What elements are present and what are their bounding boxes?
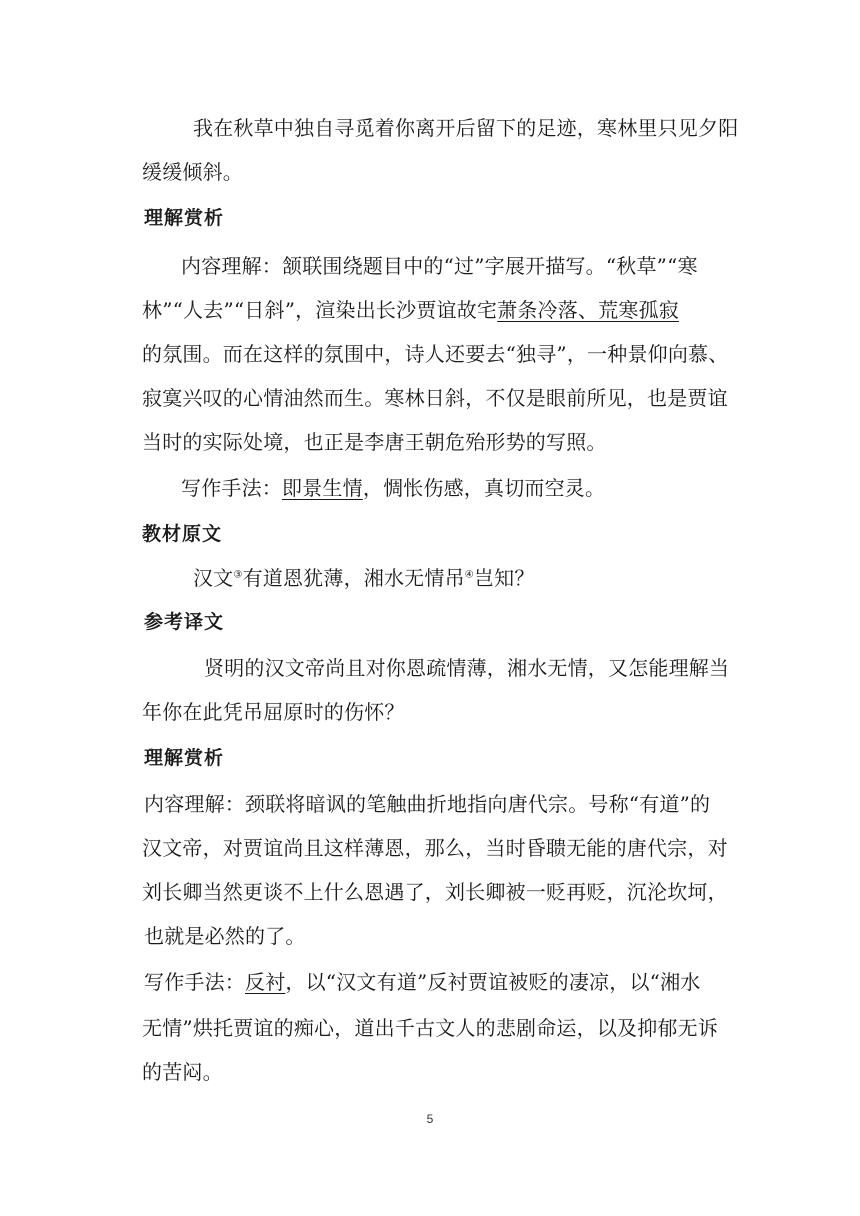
paragraph-line: 也就是必然的了。 [144,924,306,948]
paragraph-line: 无情”烘托贾谊的痴心，道出千古文人的悲剧命运，以及抑郁无诉 [142,1016,719,1040]
paragraph-line: 的氛围。而在这样的氛围中，诗人还要去“独寻”，一种景仰向慕、 [142,342,729,366]
footnote-marker: ④ [464,569,474,581]
underlined-phrase: 反衬 [245,970,286,994]
paragraph-line [181,476,605,500]
paragraph-line: 我在秋草中独自寻觅着你离开后留下的足迹，寒林里只见夕阳 [193,116,739,140]
paragraph-line: 寂寞兴叹的心情油然而生。寒林日斜，不仅是眼前所见，也是贾谊 [142,386,728,410]
underlined-phrase: 即景生情 [282,476,363,500]
paragraph-line: 的苦闷。 [142,1060,223,1084]
section-heading: 理解赏析 [144,747,225,769]
paragraph-line [142,298,679,322]
paragraph-line [144,970,700,994]
text-segment: 写作手法： [144,970,245,994]
text-segment: ，惆怅伤感，真切而空灵。 [362,476,606,500]
paragraph-line: 刘长卿当然更谈不上什么恩遇了，刘长卿被一贬再贬，沉沦坎坷， [142,880,728,904]
original-text-line [193,566,535,590]
paragraph-line: 贤明的汉文帝尚且对你恩疏情薄，湘水无情，又怎能理解当 [204,656,730,680]
text-segment: 林”“人去”“日斜”，渲染出长沙贾谊故宅 [142,298,498,322]
text-segment: ，以“汉文有道”反衬贾谊被贬的凄凉，以“湘水 [285,970,701,994]
underlined-phrase: 萧条冷落、荒寒孤寂 [497,298,679,322]
paragraph-line: 内容理解：颈联将暗讽的笔触曲折地指向唐代宗。号称“有道”的 [144,792,711,816]
footnote-marker: ③ [233,569,243,581]
text-segment: 汉文 [193,566,234,590]
paragraph-line: 当时的实际处境，也正是李唐王朝危殆形势的写照。 [142,430,607,454]
section-heading: 教材原文 [142,523,223,545]
page-number: 5 [426,1112,434,1126]
paragraph-line: 汉文帝，对贾谊尚且这样薄恩，那么，当时昏聩无能的唐代宗，对 [142,836,728,860]
section-heading: 参考译文 [144,611,225,633]
text-segment: 岂知？ [473,566,535,590]
paragraph-line: 内容理解：颔联围绕题目中的“过”字展开描写。“秋草”“寒 [181,254,698,278]
paragraph-line: 年你在此凭吊屈原时的伤怀？ [142,700,405,724]
text-segment: 有道恩犹薄，湘水无情吊 [242,566,465,590]
paragraph-line: 缓缓倾斜。 [142,160,243,184]
section-heading: 理解赏析 [144,207,225,229]
text-segment: 写作手法： [181,476,282,500]
